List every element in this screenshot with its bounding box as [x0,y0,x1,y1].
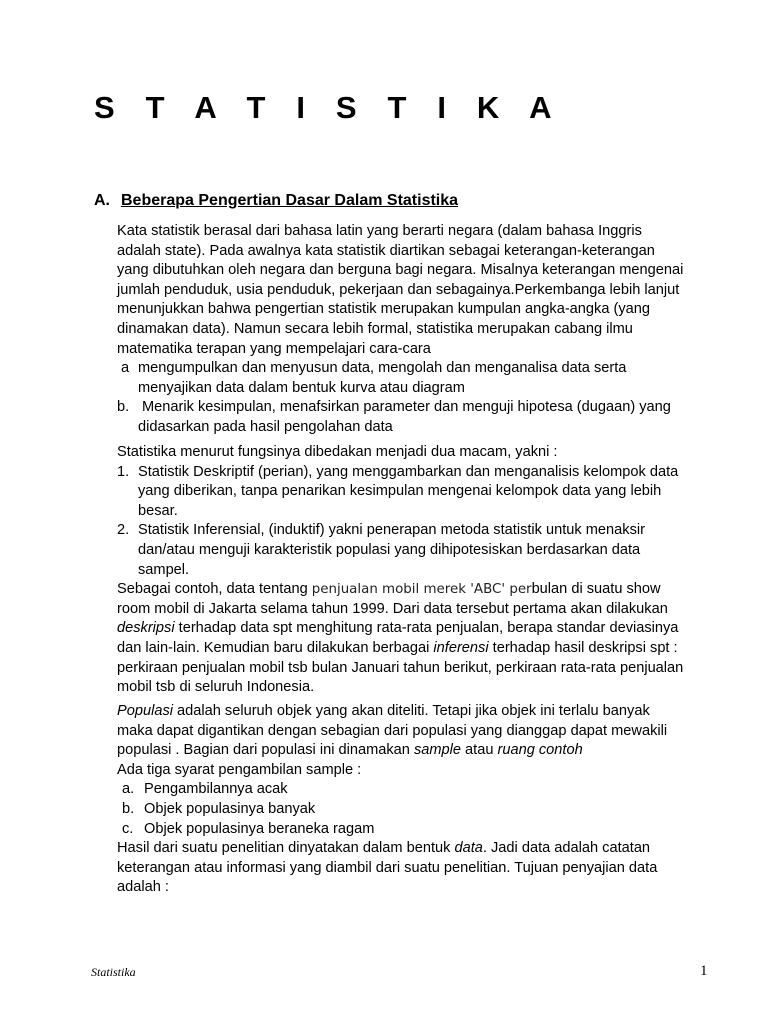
list-marker: 1. [117,463,130,480]
list-item-b [122,800,315,820]
paragraph-line [117,619,678,639]
text-run: adalah seluruh objek yang akan diteliti. Tetapi jika objek ini terlalu banyak [172,703,650,719]
list-item-continuation: menyajikan data dalam bentuk kurva atau diagram [138,379,465,396]
italic-term: deskripsi [117,620,175,637]
paragraph-line: Statistika menurut fungsinya dibedakan menjadi dua macam, yakni : [117,444,558,460]
list-marker: b. [117,399,130,416]
list-marker: b. [122,801,135,817]
paragraph-line: menunjukkan bahwa pengertian statistik merupakan kumpulan angka-angka (yang [117,301,650,318]
italic-term: ruang contoh [497,742,583,759]
paragraph-line: Ada tiga syarat pengambilan sample : [117,761,362,778]
paragraph-line: room mobil di Jakarta selama tahun 1999. Dari data tersebut pertama akan dilakukan [117,600,668,617]
text-run: . Jadi data adalah catatan [482,840,651,857]
paragraph-line: yang dibutuhkan oleh negara dan berguna bagi negara. Misalnya keterangan mengenai [117,262,684,279]
list-item-continuation: sampel. [138,561,190,578]
list-item-b [117,398,671,418]
list-item-text: mengumpulkan dan menyusun data, mengolah dan menganalisa data serta [138,360,627,377]
paragraph-line [117,702,650,722]
list-item-continuation: besar. [138,502,178,519]
section-number: A. [94,192,110,209]
paragraph-line [117,741,583,761]
list-item-continuation: dan/atau menguji karakteristik populasi yang dihipotesiskan berdasarkan data [138,542,641,558]
text-run: terhadap hasil deskripsi spt : [488,640,678,656]
list-item-continuation: yang diberikan, tanpa penarikan kesimpulan mengenai kelompok data yang lebih [138,483,662,500]
list-item-text: Objek populasinya beraneka ragam [144,820,375,837]
paragraph-line [117,839,650,859]
section-title: Beberapa Pengertian Dasar Dalam Statistika [121,192,459,209]
list-item-a [121,359,626,379]
paragraph-line: matematika terapan yang mempelajari cara-cara [117,340,431,357]
italic-term: inferensi [433,640,489,656]
text-run: bulan di suatu show [531,581,661,598]
italic-term: data [454,840,483,857]
section-heading [94,190,458,212]
document-title: S T A T I S T I K A [94,90,563,125]
list-item-c [122,820,374,840]
list-item-text: Statistik Deskriptif (perian), yang menggambarkan dan menganalisis kelompok data [138,463,679,480]
list-item-text: Statistik Inferensial, (induktif) yakni penerapan metoda statistik untuk menaksir [138,522,645,539]
footer-title: Statistika [91,965,136,979]
text-run: terhadap data spt menghitung rata-rata penjualan, berapa standar deviasinya [174,620,679,637]
paragraph-line: adalah : [117,879,169,896]
list-item-a [122,780,288,800]
paragraph-line: mobil tsb di seluruh Indonesia. [117,679,315,696]
text-run: populasi . Bagian dari populasi ini dinamakan [117,742,414,759]
page-number: 1 [700,963,708,979]
paragraph-line: keterangan atau informasi yang diambil dari suatu penelitian. Tujuan penyajian data [117,859,658,876]
list-item-2 [117,521,645,541]
text-run: Hasil dari suatu penelitian dinyatakan dalam bentuk [117,840,455,857]
text-run: atau [460,742,498,759]
paragraph-line: Kata statistik berasal dari bahasa latin yang berarti negara (dalam bahasa Inggris [117,223,642,239]
paragraph-line: perkiraan penjualan mobil tsb bulan Januari tahun berikut, perkiraan rata-rata penjualan [117,659,684,676]
paragraph-line: adalah state). Pada awalnya kata statistik diartikan sebagai keterangan-keterangan [117,242,655,259]
list-item-text: Menarik kesimpulan, menafsirkan parameter dan menguji hipotesa (dugaan) yang [142,399,671,416]
paragraph-line: dinamakan data). Namun secara lebih formal, statistika merupakan cabang ilmu [117,321,633,337]
list-item-continuation: didasarkan pada hasil pengolahan data [138,419,393,435]
list-item-text: Pengambilannya acak [144,781,288,798]
paragraph-line: jumlah penduduk, usia penduduk, pekerjaan dan sebagainya.Perkembanga lebih lanjut [117,281,680,298]
paragraph-line [117,639,678,659]
list-marker: a [121,360,130,377]
list-item-text: Objek populasinya banyak [144,801,316,817]
text-run: dan lain-lain. Kemudian baru dilakukan berbagai [117,640,434,656]
list-marker: a. [122,781,135,798]
text-run: Sebagai contoh, data tentang [117,581,312,598]
italic-term: sample [413,742,461,759]
italic-term: Populasi [117,703,173,719]
paragraph-line [117,580,661,600]
list-marker: c. [122,820,134,837]
list-item-1 [117,463,678,483]
paragraph-line: maka dapat digantikan dengan sebagian dari populasi yang dianggap dapat mewakili [117,722,668,739]
list-marker: 2. [117,522,130,539]
highlighted-text: penjualan mobil merek 'ABC' per [311,582,532,598]
